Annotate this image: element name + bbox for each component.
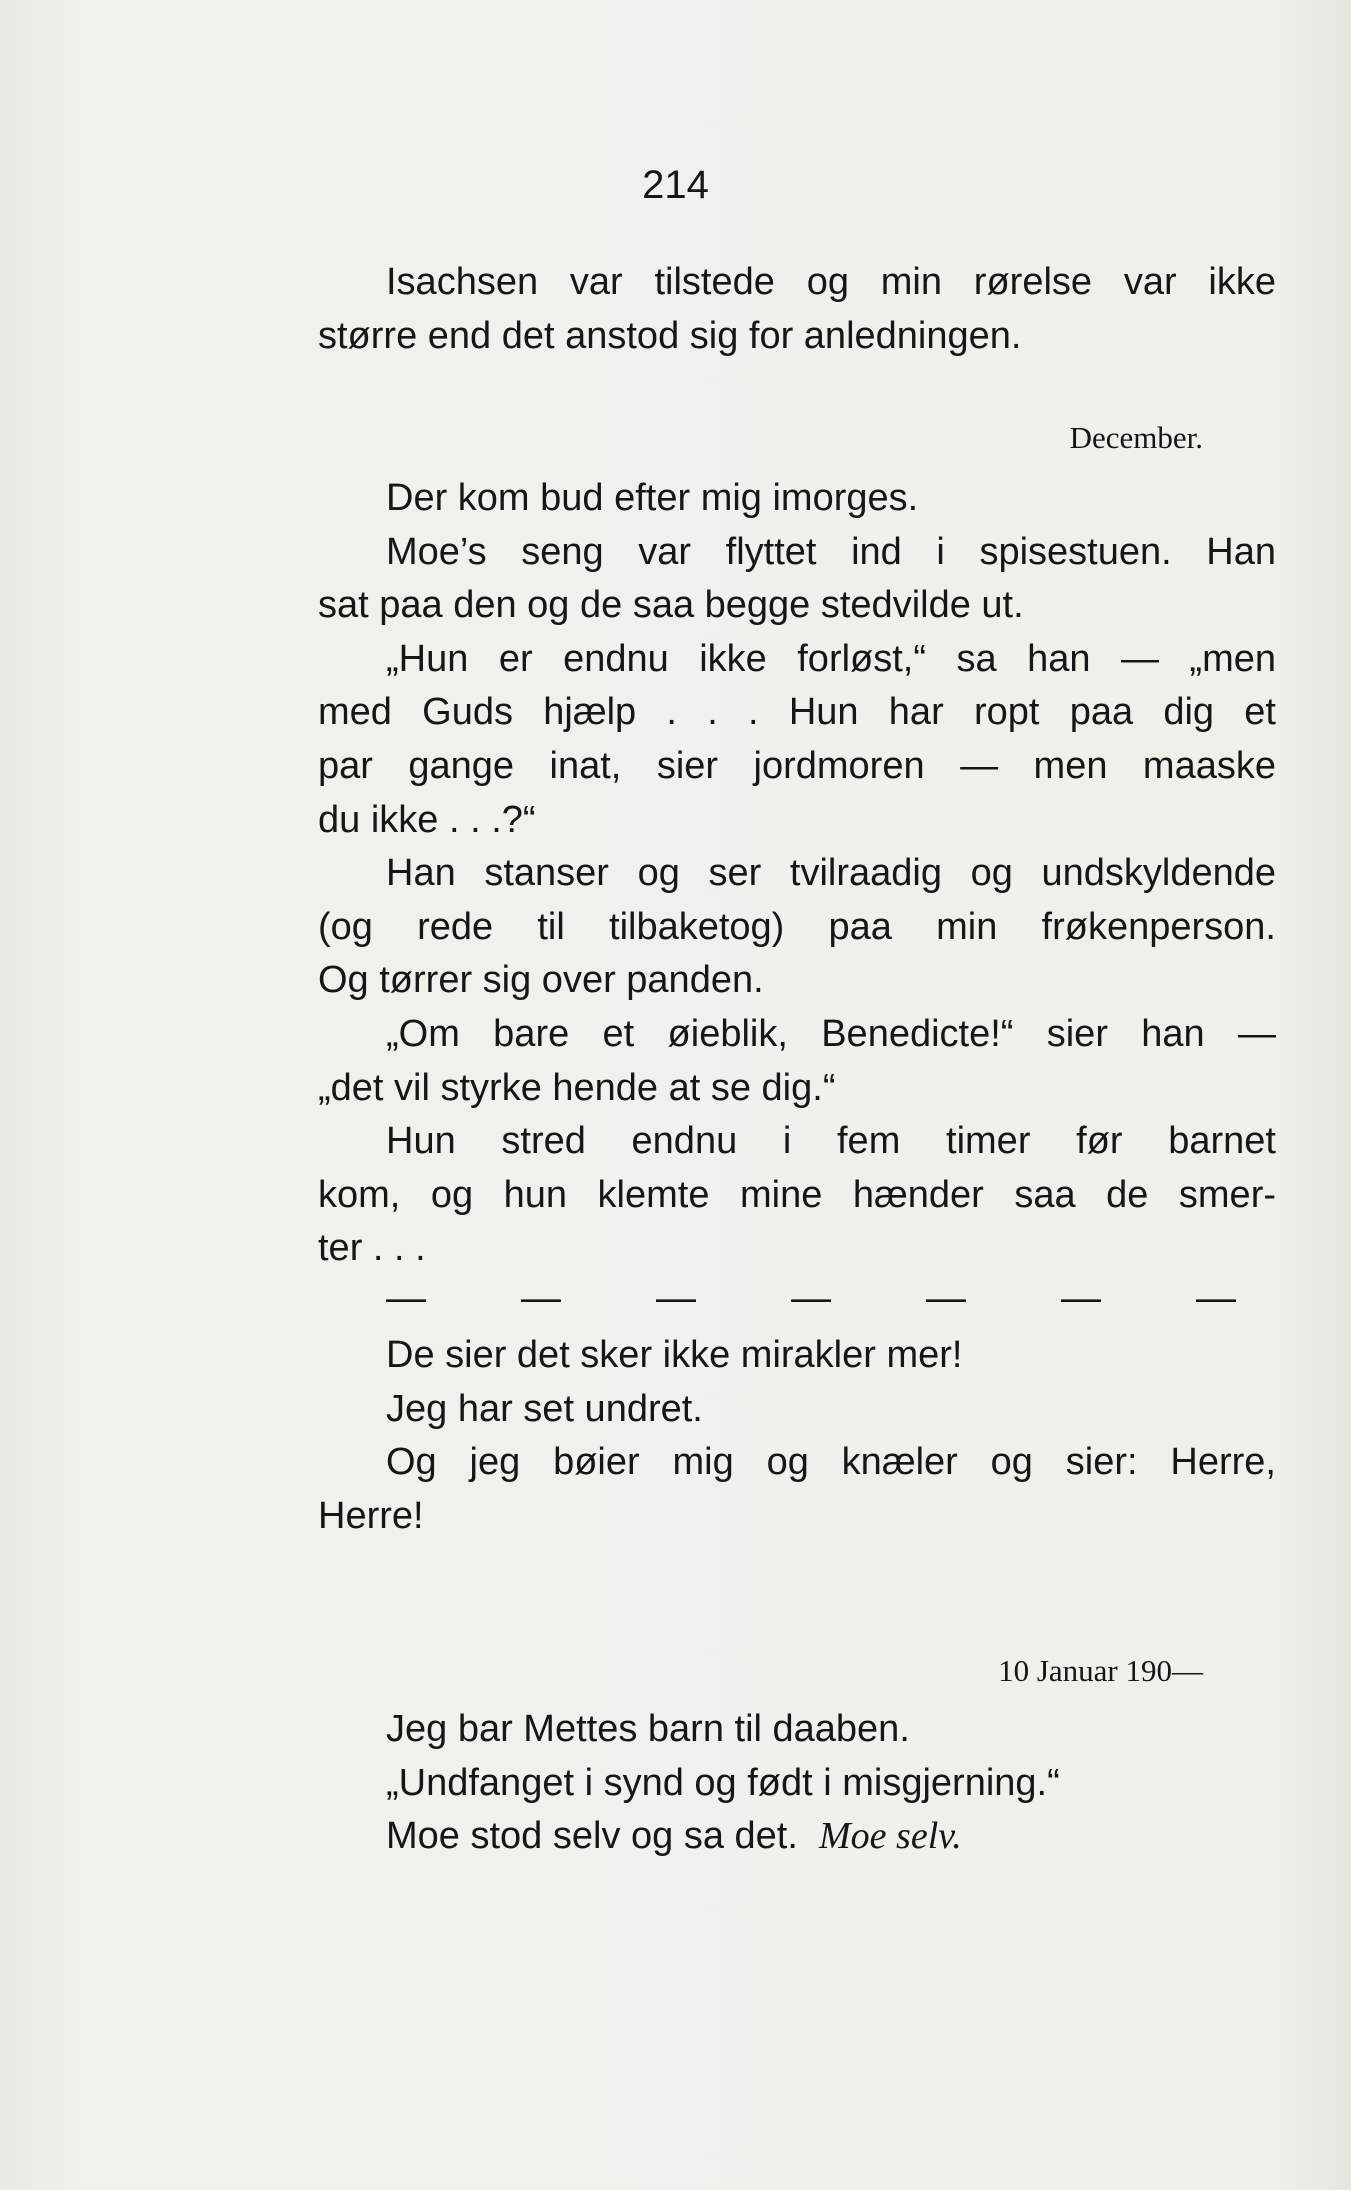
entry-date-january: 10 Januar 190—: [998, 1653, 1203, 1688]
text-line: Og jeg bøier mig og knæler og sier: Herre,: [386, 1441, 1276, 1484]
separator-dash: —: [1196, 1276, 1236, 1320]
text-line: [318, 1810, 1276, 1864]
text-line: med Guds hjælp . . . Hun har ropt paa dig et: [318, 691, 1276, 734]
separator-dash: —: [386, 1276, 426, 1320]
text-line: kom, og hun klemte mine hænder saa de smer-: [318, 1173, 1276, 1216]
text-line: du ikke . . .?“: [318, 798, 536, 841]
text-line: „det vil styrke hende at se dig.“: [318, 1066, 836, 1109]
text-line: Der kom bud efter mig imorges.: [386, 477, 919, 519]
entry-date-december: December.: [1069, 420, 1203, 455]
text-line: Moe’s seng var flyttet ind i spisestuen. Han: [386, 530, 1276, 573]
text-line: Og tørrer sig over panden.: [318, 959, 764, 1002]
text-line: sat paa den og de saa begge stedvilde ut.: [318, 584, 1024, 627]
text-line: Isachsen var tilstede og min rørelse var ikke: [386, 261, 1276, 303]
text-line: (og rede til tilbaketog) paa min frøkenperson.: [318, 905, 1276, 948]
page-number: 214: [642, 163, 709, 207]
separator-dash: —: [656, 1276, 696, 1320]
text-line: par gange inat, sier jordmoren — men maaske: [318, 744, 1276, 787]
paragraph-opening: [318, 256, 1276, 363]
text-line: „Om bare et øieblik, Benedicte!“ sier han —: [386, 1012, 1276, 1055]
text-line: Hun stred endnu i fem timer før barnet: [386, 1120, 1276, 1163]
text-line: „Undfanget i synd og født i misgjerning.“: [386, 1761, 1060, 1804]
separator-dash: —: [1061, 1276, 1101, 1320]
paragraph-miracle: [318, 1329, 1276, 1543]
text-line: større end det anstod sig for anledningen.: [318, 314, 1022, 357]
text-line: Jeg bar Mettes barn til daaben.: [386, 1708, 910, 1750]
text-line-content: Moe stod selv og sa det.: [386, 1815, 798, 1858]
separator-dash: —: [926, 1276, 966, 1320]
diary-entry-january: [318, 1703, 1276, 1864]
text-line: Han stanser og ser tvilraadig og undskyldende: [386, 852, 1276, 895]
text-line: „Hun er endnu ikke forløst,“ sa han — „men: [386, 637, 1276, 680]
text-line: Jeg har set undret.: [386, 1387, 703, 1430]
emphasis-text: Moe selv.: [819, 1815, 962, 1858]
separator-dash: —: [521, 1276, 561, 1320]
text-line: Herre!: [318, 1494, 424, 1537]
diary-entry-december: [318, 472, 1276, 1276]
text-line: De sier det sker ikke mirakler mer!: [386, 1334, 963, 1376]
section-separator: [386, 1278, 1236, 1318]
separator-dash: —: [791, 1276, 831, 1320]
text-line: ter . . .: [318, 1227, 426, 1270]
